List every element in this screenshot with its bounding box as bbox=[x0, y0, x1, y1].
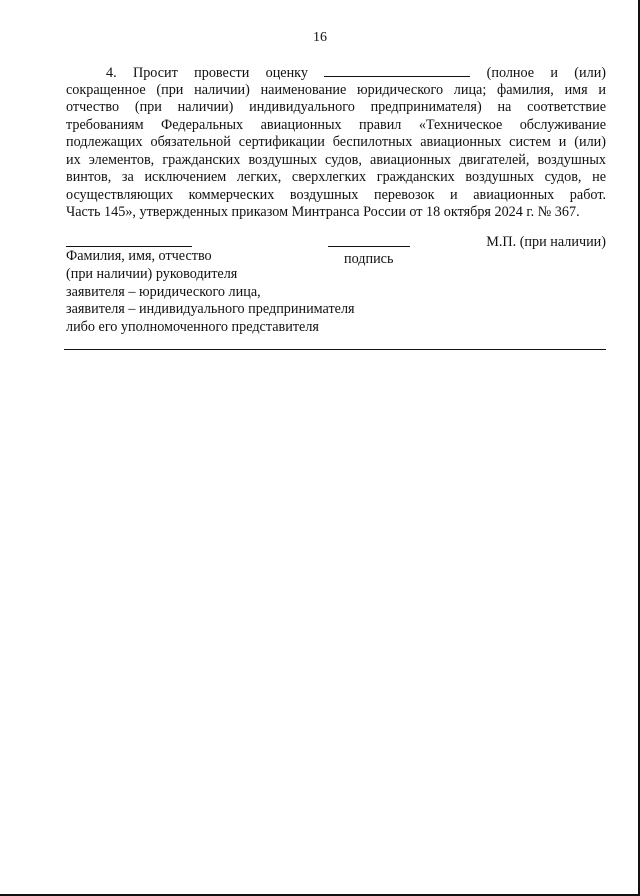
name-caption-line: либо его уполномоченного представителя bbox=[66, 319, 319, 336]
name-caption-line: (при наличии) руководителя bbox=[66, 265, 238, 282]
paragraph-line-8: осуществляющих коммерческих воздушных перевозок и авиационных работ. bbox=[66, 186, 606, 203]
name-caption-block bbox=[66, 248, 355, 337]
request-paragraph bbox=[66, 64, 606, 222]
name-caption-line: заявителя – индивидуального предпринимателя bbox=[66, 301, 355, 318]
page-number: 16 bbox=[313, 30, 327, 45]
paragraph-line-5: подлежащих обязательной сертификации беспилотных авиационных систем и (или) bbox=[66, 134, 606, 150]
paragraph-line-9: Часть 145», утвержденных приказом Минтранса России от 18 октября 2024 г. № 367. bbox=[66, 204, 580, 220]
paragraph-line-3: отчество (при наличии) индивидуального предпринимателя) на соответствие bbox=[66, 99, 606, 115]
signature-caption: подпись bbox=[344, 251, 394, 267]
paragraph-line-1 bbox=[66, 64, 606, 82]
section-divider bbox=[64, 349, 606, 350]
paragraph-line-4: требованиям Федеральных авиационных правил «Техническое обслуживание bbox=[66, 116, 606, 133]
signature-line bbox=[328, 246, 410, 247]
name-signature-line bbox=[66, 246, 192, 247]
name-caption-line: Фамилия, имя, отчество bbox=[66, 248, 212, 264]
seal-label: М.П. (при наличии) bbox=[486, 234, 606, 250]
paragraph-line-7: винтов, за исключением легких, сверхлегких гражданских воздушных судов, не bbox=[66, 169, 606, 185]
paragraph-line-2: сокращенное (при наличии) наименование юридического лица; фамилия, имя и bbox=[66, 81, 606, 98]
paragraph-line-1-start: 4. Просит провести оценку bbox=[106, 65, 308, 81]
paragraph-line-6: их элементов, гражданских воздушных судов, авиационных двигателей, воздушных bbox=[66, 151, 606, 168]
organization-name-blank bbox=[324, 64, 470, 77]
paragraph-line-1-end: (полное и (или) bbox=[486, 65, 607, 81]
name-caption-line: заявителя – юридического лица, bbox=[66, 283, 261, 300]
